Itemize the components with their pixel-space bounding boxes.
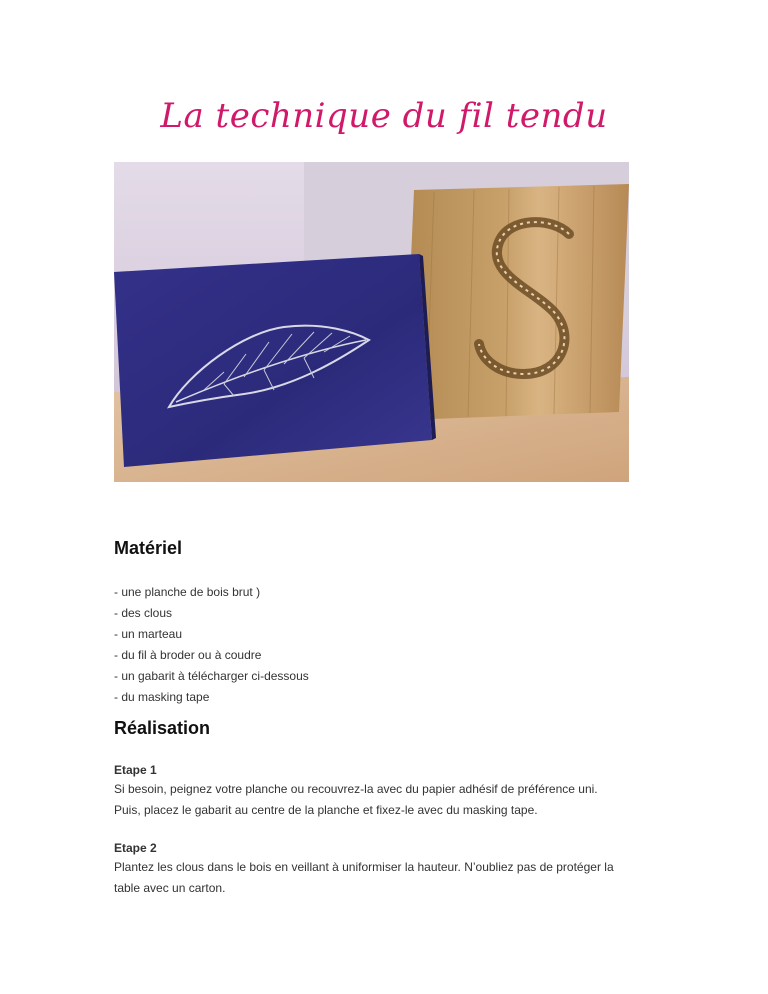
step-2-label: Etape 2 — [114, 841, 157, 855]
page-title: La technique du fil tendu — [160, 96, 608, 136]
list-item: - du fil à broder ou à coudre — [114, 648, 262, 662]
string-art-photo — [114, 162, 629, 482]
materials-list — [114, 582, 309, 708]
materiel-heading: Matériel — [114, 538, 183, 558]
step-1-line-1: Si besoin, peignez votre planche ou recouvrez-la avec du papier adhésif de préférence uni. — [114, 782, 598, 796]
list-item: - un marteau — [114, 627, 183, 641]
step-2-line-2: table avec un carton. — [114, 881, 226, 895]
step-1-text — [114, 779, 654, 821]
list-item: - une planche de bois brut ) — [114, 585, 261, 599]
step-1-line-2: Puis, placez le gabarit au centre de la planche et fixez-le avec du masking tape. — [114, 803, 538, 817]
step-2-line-1: Plantez les clous dans le bois en veillant à uniformiser la hauteur. N’oubliez pas de protéger la — [114, 860, 614, 874]
list-item: - des clous — [114, 606, 173, 620]
step-2-text — [114, 857, 654, 899]
list-item: - du masking tape — [114, 690, 210, 704]
step-1-label: Etape 1 — [114, 763, 157, 777]
list-item: - un gabarit à télécharger ci-dessous — [114, 669, 309, 683]
realisation-heading: Réalisation — [114, 718, 211, 738]
